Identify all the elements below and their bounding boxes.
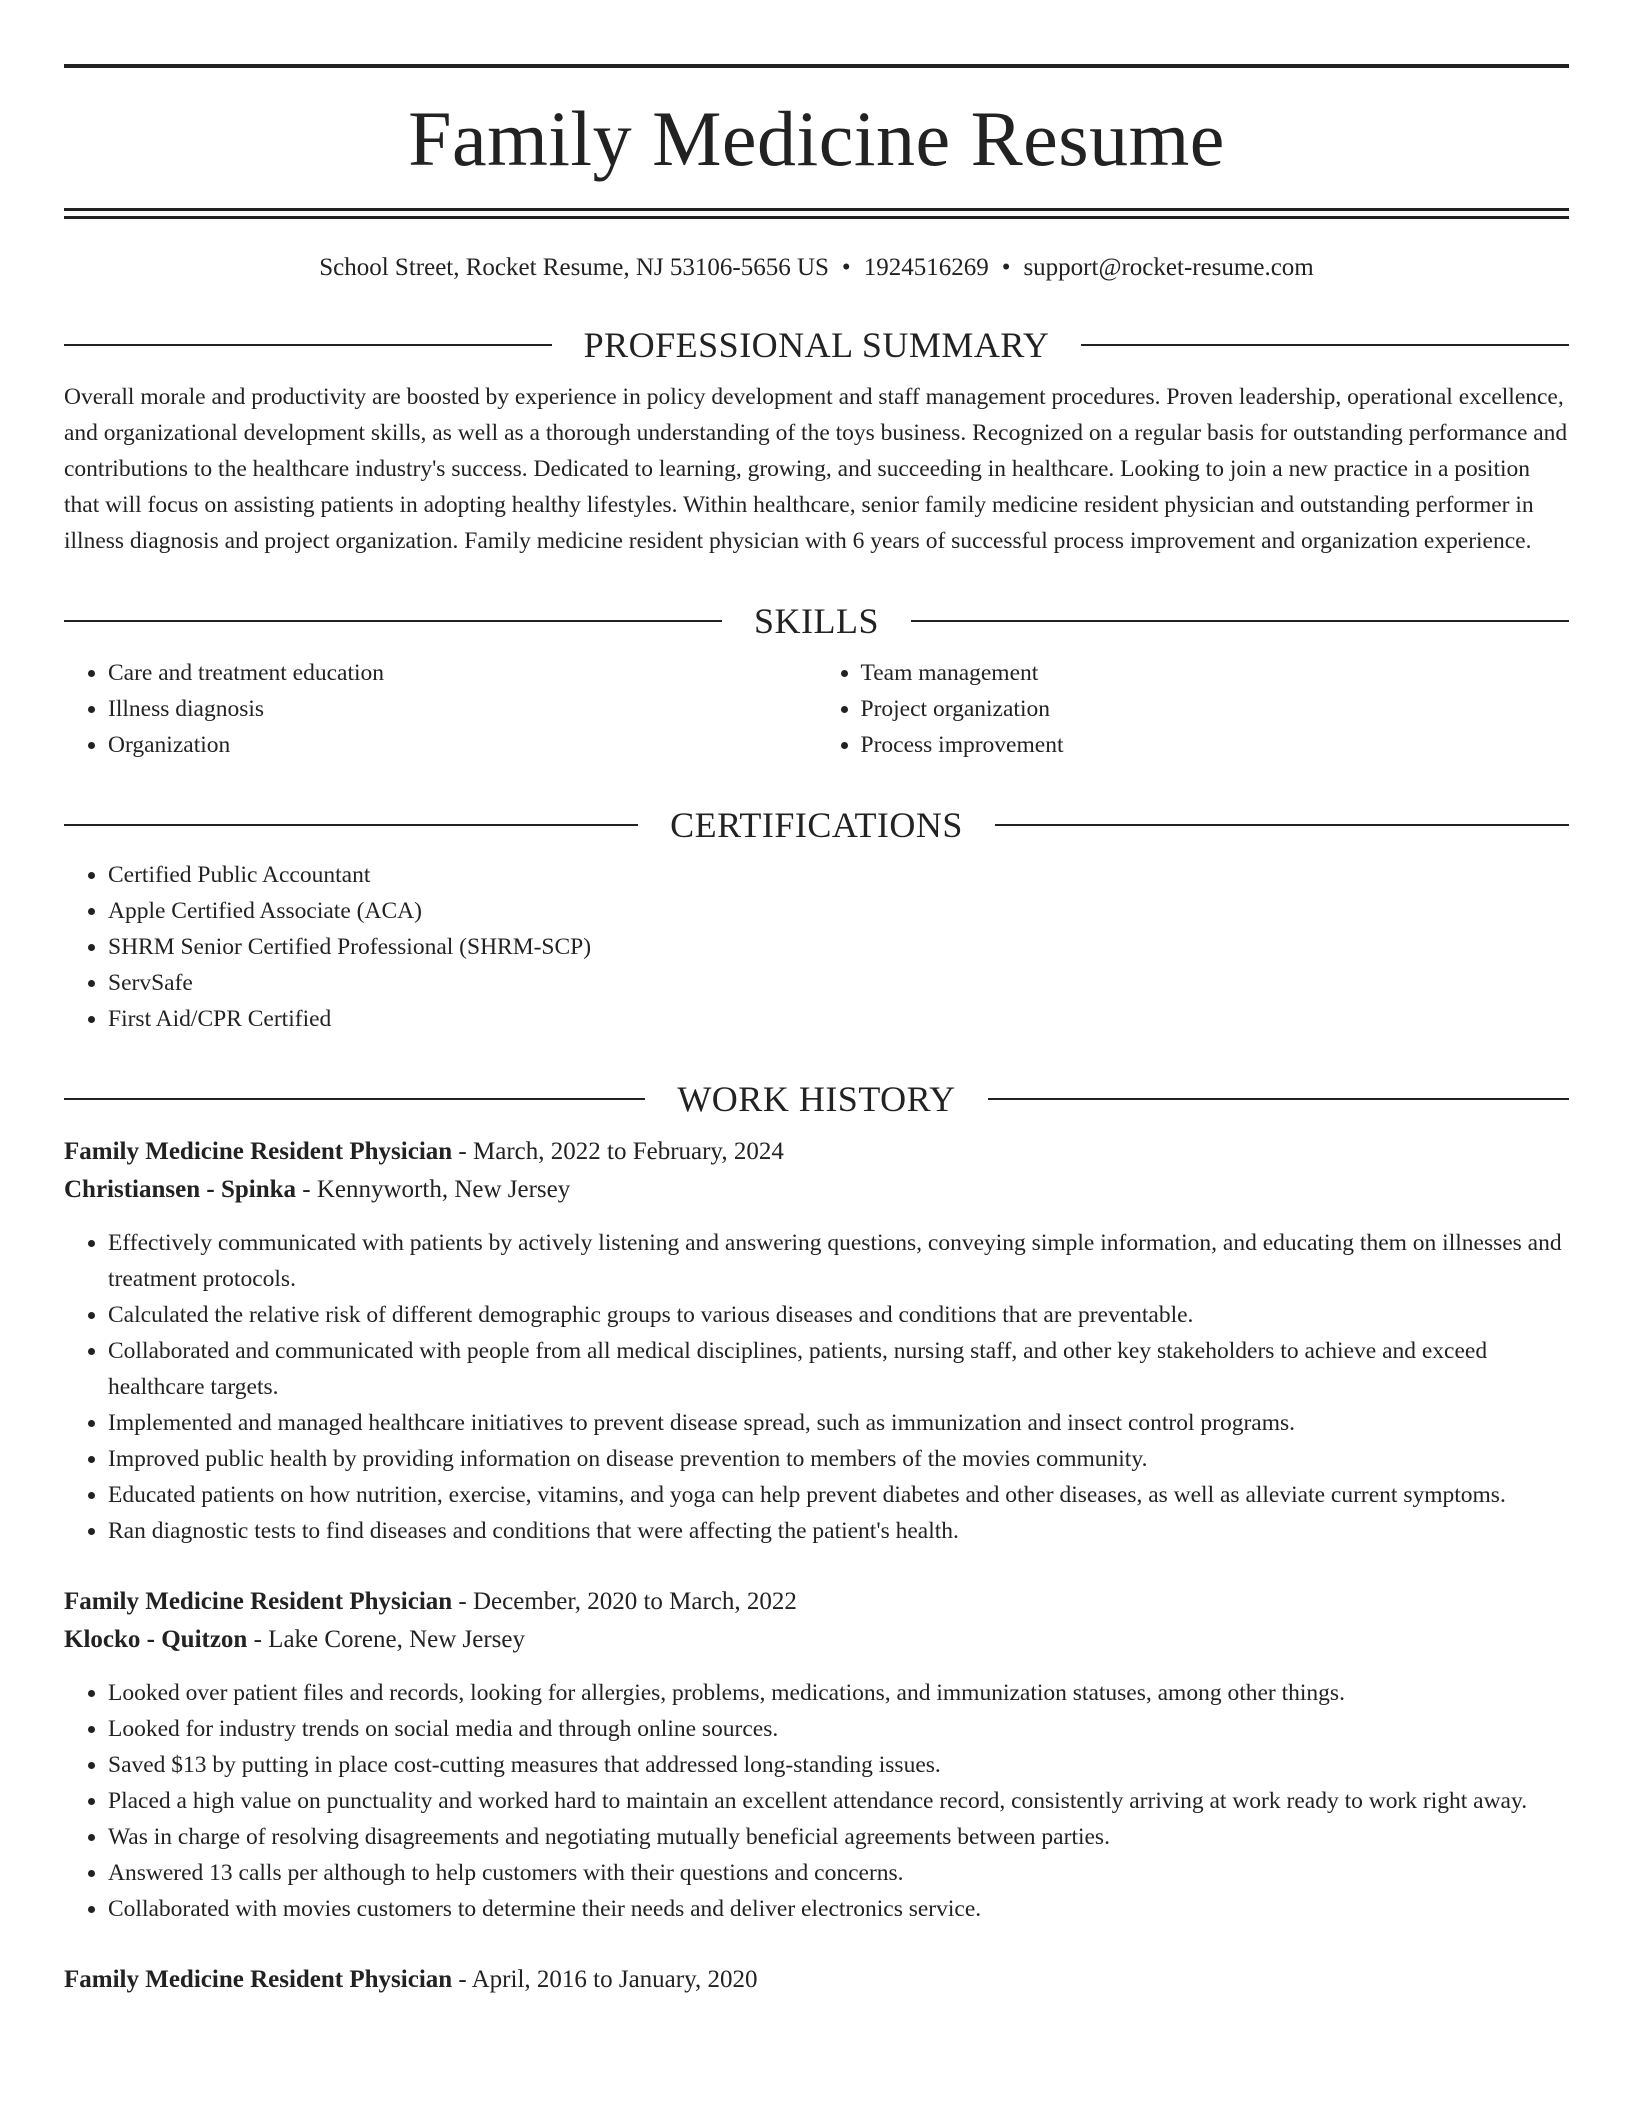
resume-title: Family Medicine Resume [408, 95, 1225, 182]
job-entry [64, 1583, 1569, 1927]
job-bullet: • Implemented and managed healthcare initiatives to prevent disease spread, such as immunization and insect control programs. [108, 1405, 1569, 1441]
job-dates: - April, 2016 to January, 2020 [452, 1966, 758, 1993]
job-bullet: • Collaborated with movies customers to determine their needs and deliver electronics service. [108, 1891, 1569, 1927]
certification-item: • ServSafe [108, 965, 1569, 1001]
section-title: CERTIFICATIONS [670, 805, 963, 845]
job-bullet-list [64, 1225, 1569, 1549]
skills-grid [64, 655, 1569, 763]
certification-list [64, 857, 1569, 1037]
job-location: - Kennyworth, New Jersey [296, 1176, 571, 1203]
contact-phone: 1924516269 [863, 254, 989, 281]
contact-email: support@rocket-resume.com [1023, 254, 1314, 281]
skill-item: • Project organization [861, 691, 1570, 727]
job-role: Family Medicine Resident Physician [64, 1138, 453, 1165]
job-title-line [64, 1133, 1569, 1171]
contact-line [64, 253, 1569, 283]
divider-line [64, 824, 638, 826]
job-bullet: • Educated patients on how nutrition, exercise, vitamins, and yoga can help prevent diabetes and other diseases, as well as alleviate current symptoms. [108, 1477, 1569, 1513]
job-company: Christiansen - Spinka [64, 1176, 297, 1203]
divider-line [1081, 344, 1569, 346]
job-title-line [64, 1583, 1569, 1621]
section-header-work-history [64, 1081, 1569, 1117]
job-bullet: • Was in charge of resolving disagreements and negotiating mutually beneficial agreements between parties. [108, 1819, 1569, 1855]
certification-item: • SHRM Senior Certified Professional (SHRM-SCP) [108, 929, 1569, 965]
divider-line [64, 620, 722, 622]
job-role: Family Medicine Resident Physician [64, 1966, 453, 1993]
job-bullet: • Saved $13 by putting in place cost-cutting measures that addressed long-standing issues. [108, 1747, 1569, 1783]
divider-line [988, 1098, 1569, 1100]
skill-item: • Process improvement [861, 727, 1570, 763]
section-header-certifications [64, 807, 1569, 843]
job-company-line [64, 1621, 1569, 1659]
job-bullet: • Improved public health by providing information on disease prevention to members of the movies community. [108, 1441, 1569, 1477]
job-dates: - December, 2020 to March, 2022 [452, 1588, 797, 1615]
job-location: - Lake Corene, New Jersey [247, 1626, 526, 1653]
contact-separator: • [841, 254, 851, 281]
summary-text: Overall morale and productivity are boosted by experience in policy development and staff management procedures. Proven leadership, operational excellence, and organizational development skills, as well as a thorough understanding of the toys business. Recognized on a regular basis for outstanding performance and contributions to the healthcare industry's success. Dedicated to learning, growing, and succeeding in healthcare. Looking to join a new practice in a position that will focus on assisting patients in adopting healthy lifestyles. Within healthcare, senior family medicine resident physician and outstanding performer in illness diagnosis and project organization. Family medicine resident physician with 6 years of successful process improvement and organization experience. [64, 384, 1568, 554]
section-header-summary [64, 327, 1569, 363]
section-title: PROFESSIONAL SUMMARY [583, 325, 1050, 365]
skill-item: • Illness diagnosis [108, 691, 817, 727]
certification-item: • Certified Public Accountant [108, 857, 1569, 893]
job-company: Klocko - Quitzon [64, 1626, 248, 1653]
job-entry [64, 1961, 1569, 1999]
divider-line [911, 620, 1569, 622]
top-rule [64, 64, 1569, 68]
skill-item: • Team management [861, 655, 1570, 691]
job-role: Family Medicine Resident Physician [64, 1588, 453, 1615]
certification-item: • First Aid/CPR Certified [108, 1001, 1569, 1037]
job-entry [64, 1133, 1569, 1549]
divider-line [995, 824, 1569, 826]
job-bullet: • Ran diagnostic tests to find diseases and conditions that were affecting the patient's health. [108, 1513, 1569, 1549]
job-title-line [64, 1961, 1569, 1999]
job-bullet: • Placed a high value on punctuality and worked hard to maintain an excellent attendance record, consistently arriving at work ready to work right away. [108, 1783, 1569, 1819]
job-bullet: • Collaborated and communicated with people from all medical disciplines, patients, nursing staff, and other key stakeholders to achieve and exceed healthcare targets. [108, 1333, 1569, 1405]
job-dates: - March, 2022 to February, 2024 [452, 1138, 784, 1165]
skill-item: • Organization [108, 727, 817, 763]
section-header-skills [64, 603, 1569, 639]
job-bullet: • Looked for industry trends on social media and through online sources. [108, 1711, 1569, 1747]
skills-column-left [64, 655, 817, 763]
skills-column-right [817, 655, 1570, 763]
title-double-rule [64, 208, 1569, 219]
resume-page [64, 64, 1569, 1999]
job-company-line [64, 1171, 1569, 1209]
divider-line [64, 344, 552, 346]
job-bullet: • Calculated the relative risk of different demographic groups to various diseases and conditions that are preventable. [108, 1297, 1569, 1333]
skill-item: • Care and treatment education [108, 655, 817, 691]
section-title: WORK HISTORY [677, 1079, 956, 1119]
certification-item: • Apple Certified Associate (ACA) [108, 893, 1569, 929]
contact-separator: • [1001, 254, 1011, 281]
divider-line [64, 1098, 645, 1100]
job-bullet: • Looked over patient files and records, looking for allergies, problems, medications, and immunization statuses, among other things. [108, 1675, 1569, 1711]
job-bullet: • Effectively communicated with patients by actively listening and answering questions, conveying simple information, and educating them on illnesses and treatment protocols. [108, 1225, 1569, 1297]
job-bullet: • Answered 13 calls per although to help customers with their questions and concerns. [108, 1855, 1569, 1891]
contact-address: School Street, Rocket Resume, NJ 53106-5656 US [319, 254, 829, 281]
section-title: SKILLS [754, 601, 880, 641]
job-bullet-list [64, 1675, 1569, 1927]
